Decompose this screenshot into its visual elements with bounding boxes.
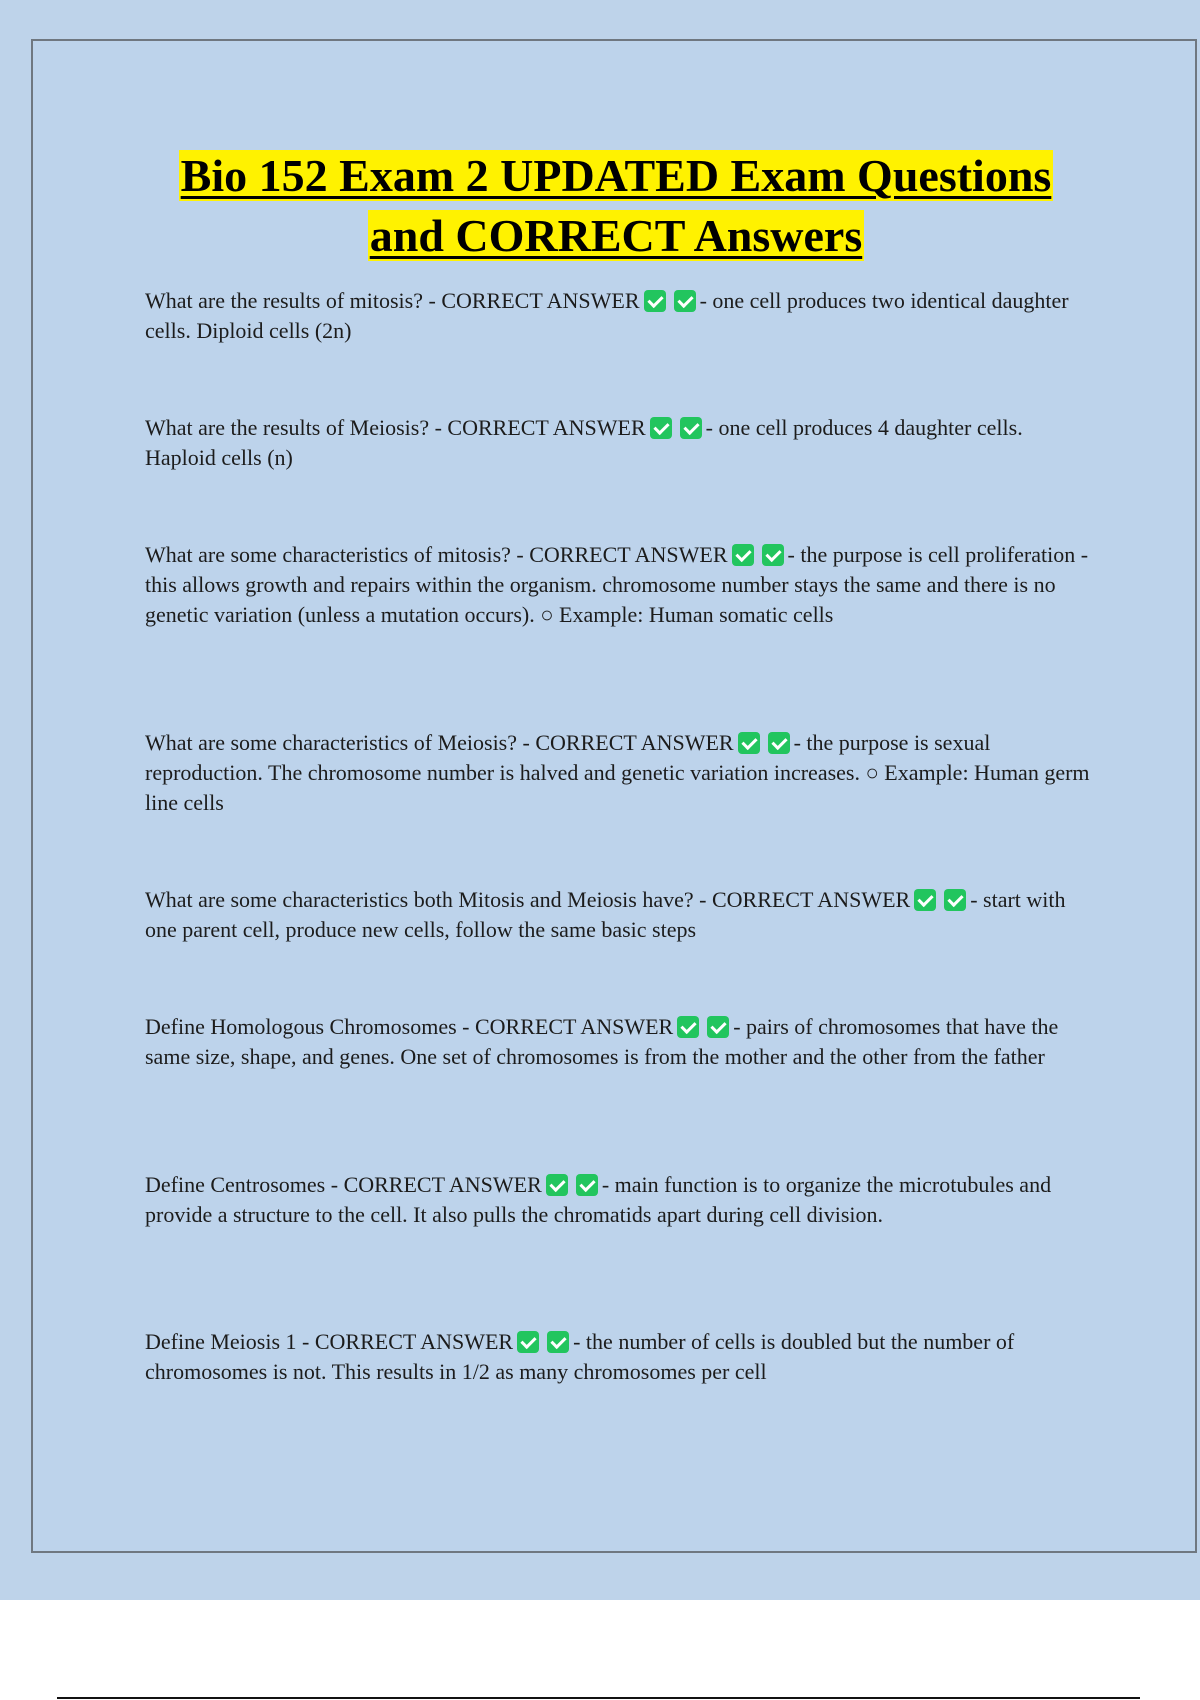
answer-tag: CORRECT ANSWER xyxy=(474,1014,674,1039)
answer-text: - one cell produces two identical daughter cells. Diploid cells (2n) xyxy=(145,288,1069,343)
question-text: What are the results of Meiosis? - xyxy=(145,415,448,440)
check-icon xyxy=(680,417,702,439)
qa-item xyxy=(145,1170,1090,1230)
qa-item xyxy=(145,1012,1090,1072)
check-icon xyxy=(914,889,936,911)
answer-text: - the purpose is sexual reproduction. The chromosome number is halved and genetic variation increases. ○ Example: Human germ line cells xyxy=(145,730,1090,815)
check-icon xyxy=(738,732,760,754)
check-icon xyxy=(650,417,672,439)
qa-item xyxy=(145,413,1090,473)
answer-tag: CORRECT ANSWER xyxy=(529,542,728,567)
qa-item xyxy=(145,1327,1090,1387)
answer-tag: CORRECT ANSWER xyxy=(711,887,911,912)
question-text: Define Meiosis 1 - xyxy=(145,1329,315,1354)
check-icon xyxy=(546,1174,568,1196)
question-text: What are some characteristics of Meiosis? - xyxy=(145,730,536,755)
footer-divider xyxy=(57,1697,1140,1699)
check-icon xyxy=(674,290,696,312)
qa-item xyxy=(145,286,1090,346)
question-text: What are some characteristics of mitosis? - xyxy=(145,542,530,567)
check-icon xyxy=(677,1016,699,1038)
check-icon xyxy=(944,889,966,911)
question-text: What are some characteristics both Mitosis and Meiosis have? - xyxy=(145,887,712,912)
answer-tag: CORRECT ANSWER xyxy=(441,288,640,313)
check-icon xyxy=(644,290,666,312)
question-text: Define Homologous Chromosomes - xyxy=(145,1014,475,1039)
qa-item xyxy=(145,885,1090,945)
answer-text: - the purpose is cell proliferation - this allows growth and repairs within the organism. chromosome number stays the same and there is no genetic variation (unless a mutation occurs). ○ Example: Human somatic cells xyxy=(145,542,1089,627)
check-icon xyxy=(768,732,790,754)
answer-text: - main function is to organize the microtubules and provide a structure to the cell. It also pulls the chromatids apart during cell division. xyxy=(145,1172,1052,1227)
answer-text: - one cell produces 4 daughter cells. Haploid cells (n) xyxy=(145,415,1023,470)
qa-item xyxy=(145,540,1090,630)
answer-text: - start with one parent cell, produce new cells, follow the same basic steps xyxy=(145,887,1066,942)
question-text: Define Centrosomes - xyxy=(145,1172,344,1197)
title-line-1: Bio 152 Exam 2 UPDATED Exam Questions xyxy=(180,150,1052,201)
question-text: What are the results of mitosis? - xyxy=(145,288,442,313)
title-line-2: and CORRECT Answers xyxy=(369,210,863,261)
check-icon xyxy=(576,1174,598,1196)
check-icon xyxy=(547,1331,569,1353)
qa-item xyxy=(145,728,1090,818)
answer-tag: CORRECT ANSWER xyxy=(535,730,734,755)
answer-tag: CORRECT ANSWER xyxy=(314,1329,514,1354)
check-icon xyxy=(517,1331,539,1353)
check-icon xyxy=(707,1016,729,1038)
document-title xyxy=(0,146,1200,266)
answer-tag: CORRECT ANSWER xyxy=(343,1172,542,1197)
check-icon xyxy=(732,544,754,566)
answer-text: - the number of cells is doubled but the number of chromosomes is not. This results in 1/2 as many chromosomes per cell xyxy=(145,1329,1015,1384)
answer-tag: CORRECT ANSWER xyxy=(447,415,646,440)
check-icon xyxy=(762,544,784,566)
answer-text: - pairs of chromosomes that have the same size, shape, and genes. One set of chromosomes is from the mother and the other from the father xyxy=(145,1014,1059,1069)
